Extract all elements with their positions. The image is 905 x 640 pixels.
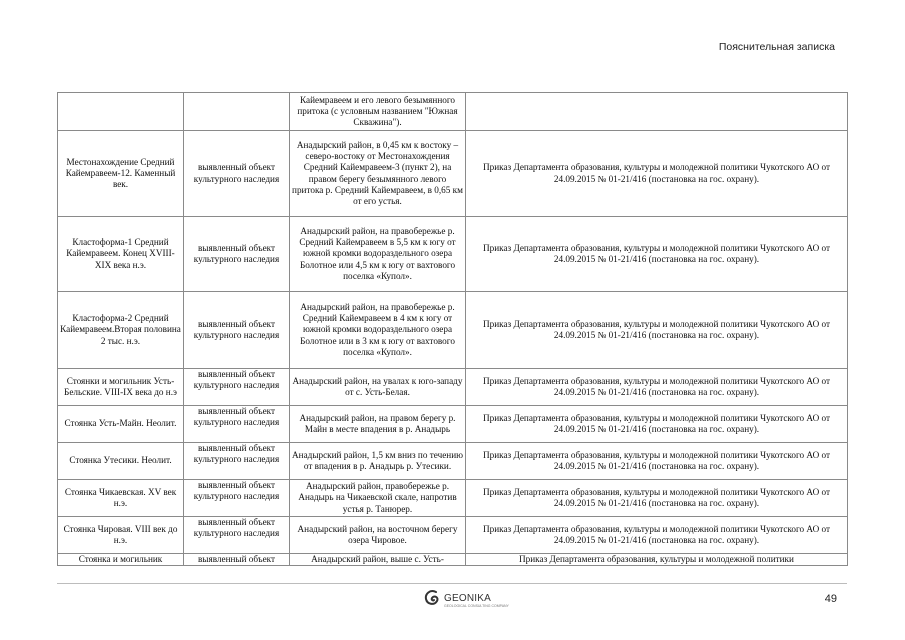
object-name-cell: Стоянка Чикаевская. XV век н.э. (58, 480, 184, 517)
object-location-cell: Кайемравеем и его левого безымянного притока (с условным названием "Южная Скважина"). (290, 93, 466, 131)
table-row (58, 517, 848, 554)
object-category-cell: выявленный объект культурного наследия (184, 369, 290, 406)
object-category-cell: выявленный объект культурного наследия (184, 131, 290, 217)
geonika-swirl-icon (424, 589, 440, 612)
object-name-cell: Местонахождение Средний Кайемравеем-12. Каменный век. (58, 131, 184, 217)
protection-document-cell: Приказ Департамента образования, культуры и молодежной политики Чукотского АО от 24.09.2015 № 01-21/416 (постановка на гос. охрану). (466, 131, 848, 217)
table-row (58, 292, 848, 369)
object-name-cell: Стоянки и могильник Усть-Бельские. VIII-IX века до н.э (58, 369, 184, 406)
object-location-cell: Анадырский район, на правом берегу р. Майн в месте впадения в р. Анадырь (290, 406, 466, 443)
object-category-cell (184, 93, 290, 131)
object-location-cell: Анадырский район, на восточном берегу озера Чировое. (290, 517, 466, 554)
protection-document-cell: Приказ Департамента образования, культуры и молодежной политики Чукотского АО от 24.09.2015 № 01-21/416 (постановка на гос. охрану). (466, 217, 848, 292)
table-row (58, 406, 848, 443)
table-row (58, 93, 848, 131)
protection-document-cell (466, 93, 848, 131)
protection-document-cell: Приказ Департамента образования, культуры и молодежной политики Чукотского АО от 24.09.2015 № 01-21/416 (постановка на гос. охрану). (466, 443, 848, 480)
object-name-cell: Стоянка Утесики. Неолит. (58, 443, 184, 480)
object-location-cell: Анадырский район, на правобережье р. Средний Кайемравеем в 5,5 км к югу от южной кромки водораздельного озера Болотное или 4,5 км к югу от вахтового поселка «Купол». (290, 217, 466, 292)
page-number: 49 (824, 593, 837, 605)
protection-document-cell: Приказ Департамента образования, культуры и молодежной политики Чукотского АО от 24.09.2015 № 01-21/416 (постановка на гос. охрану). (466, 369, 848, 406)
table-row (58, 480, 848, 517)
logo-wordmark: GEONIKA (444, 593, 491, 604)
object-category-cell: выявленный объект культурного наследия (184, 406, 290, 443)
object-category-cell: выявленный объект культурного наследия (184, 217, 290, 292)
object-location-cell: Анадырский район, выше с. Усть- (290, 554, 466, 566)
table-row (58, 217, 848, 292)
geonika-logo (424, 589, 509, 612)
document-header-title: Пояснительная записка (718, 41, 835, 53)
object-location-cell: Анадырский район, в 0,45 км к востоку –северо-востоку от Местонахождения Средний Кайемравеем-3 (пункт 2), на правом берегу безымянного левого притока р. Средний Кайемравеем, в 0,65 км от его устья. (290, 131, 466, 217)
table-row (58, 443, 848, 480)
object-category-cell: выявленный объект культурного наследия (184, 480, 290, 517)
protection-document-cell: Приказ Департамента образования, культуры и молодежной политики Чукотского АО от 24.09.2015 № 01-21/416 (постановка на гос. охрану). (466, 517, 848, 554)
protection-document-cell: Приказ Департамента образования, культуры и молодежной политики (466, 554, 848, 566)
object-name-cell: Стоянка и могильник (58, 554, 184, 566)
object-name-cell: Стоянка Усть-Майн. Неолит. (58, 406, 184, 443)
object-category-cell: выявленный объект (184, 554, 290, 566)
object-name-cell: Кластоформа-2 Средний Кайемравеем.Вторая половина 2 тыс. н.э. (58, 292, 184, 369)
protection-document-cell: Приказ Департамента образования, культуры и молодежной политики Чукотского АО от 24.09.2015 № 01-21/416 (постановка на гос. охрану). (466, 292, 848, 369)
object-location-cell: Анадырский район, на увалах к юго-западу от с. Усть-Белая. (290, 369, 466, 406)
table-row (58, 554, 848, 566)
table-row (58, 131, 848, 217)
logo-tagline: GEOLOGICAL CONSULTING COMPANY (444, 604, 509, 608)
object-category-cell: выявленный объект культурного наследия (184, 517, 290, 554)
protection-document-cell: Приказ Департамента образования, культуры и молодежной политики Чукотского АО от 24.09.2015 № 01-21/416 (постановка на гос. охрану). (466, 406, 848, 443)
object-name-cell: Кластоформа-1 Средний Кайемравеем. Конец XVIII-XIX века н.э. (58, 217, 184, 292)
footer-divider (57, 583, 847, 584)
object-location-cell: Анадырский район, 1,5 км вниз по течению от впадения в р. Анадырь р. Утесики. (290, 443, 466, 480)
table-row (58, 369, 848, 406)
object-name-cell (58, 93, 184, 131)
object-location-cell: Анадырский район, на правобережье р. Средний Кайемравеем в 4 км к югу от южной кромки водораздельного озера Болотное или в 3 км к югу от вахтового поселка «Купол». (290, 292, 466, 369)
heritage-objects-table (57, 92, 848, 566)
object-location-cell: Анадырский район, правобережье р. Анадырь на Чикаевской скале, напротив устья р. Танюрер. (290, 480, 466, 517)
protection-document-cell: Приказ Департамента образования, культуры и молодежной политики Чукотского АО от 24.09.2015 № 01-21/416 (постановка на гос. охрану). (466, 480, 848, 517)
object-category-cell: выявленный объект культурного наследия (184, 443, 290, 480)
heritage-table-container (57, 92, 847, 566)
object-name-cell: Стоянка Чировая. VIII век до н.э. (58, 517, 184, 554)
object-category-cell: выявленный объект культурного наследия (184, 292, 290, 369)
